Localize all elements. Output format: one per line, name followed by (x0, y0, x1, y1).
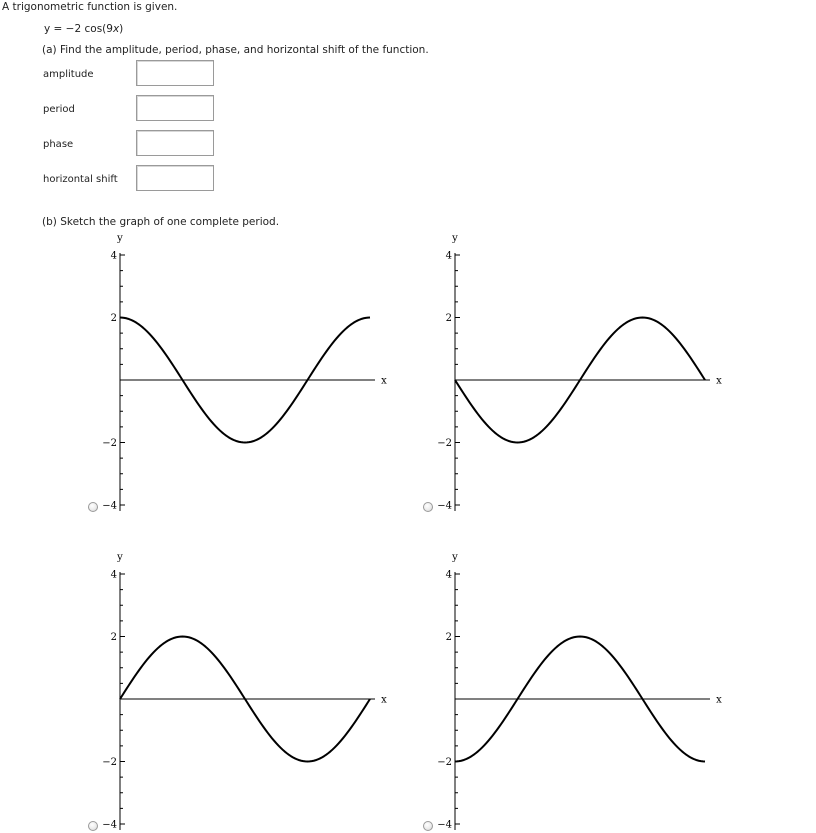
graph-4-y-tick-label: −4 (437, 819, 452, 831)
amplitude-label: amplitude (43, 69, 94, 80)
equation-prefix: y = −2 cos(9 (44, 23, 113, 35)
graph-4-x-label: x (716, 694, 722, 706)
amplitude-input[interactable] (136, 60, 214, 86)
graph-3-y-tick-label: 2 (110, 632, 117, 643)
graph-2-y-tick-label: −4 (437, 500, 452, 512)
graph-1-y-label: y (117, 233, 123, 244)
graph-2-curve (455, 318, 705, 443)
graph-1-y-tick-label: −2 (102, 438, 117, 449)
graph-option-1-radio[interactable] (88, 502, 98, 512)
graph-3-y-label: y (117, 552, 123, 563)
graph-3-curve (120, 637, 370, 762)
graph-1-curve (120, 318, 370, 443)
graph-4-curve (455, 637, 705, 762)
graph-4-y-label: y (452, 552, 458, 563)
equation-suffix: ) (119, 23, 124, 35)
period-input[interactable] (136, 95, 214, 121)
graph-2-y-tick-label: 4 (445, 250, 452, 262)
graph-1-y-tick-label: 4 (110, 250, 117, 262)
graph-2-y-tick-label: −2 (437, 438, 452, 449)
part-a-prompt: (a) Find the amplitude, period, phase, and horizontal shift of the function. (42, 44, 429, 56)
graph-4-y-tick-label: −2 (437, 757, 452, 768)
horizontal-shift-input[interactable] (136, 165, 214, 191)
graph-option-2-radio[interactable] (423, 502, 433, 512)
graph-4-y-tick-label: 4 (445, 569, 452, 581)
graph-3-y-tick-label: −2 (102, 757, 117, 768)
horizontal-shift-label: horizontal shift (43, 174, 118, 185)
graph-2-y-tick-label: 2 (445, 313, 452, 324)
graph-option-3-radio[interactable] (88, 821, 98, 831)
graph-2-x-label: x (716, 375, 722, 387)
graph-1-x-label: x (381, 375, 387, 387)
question-intro: A trigonometric function is given. (2, 1, 178, 13)
graph-3-y-tick-label: −4 (102, 819, 117, 831)
graph-1-y-tick-label: −4 (102, 500, 117, 512)
equation-variable: x (112, 23, 120, 35)
period-label: period (43, 104, 75, 115)
graph-2-y-label: y (452, 233, 458, 244)
function-equation (44, 23, 123, 35)
graph-4-y-tick-label: 2 (445, 632, 452, 643)
phase-label: phase (43, 139, 74, 150)
graph-3-x-label: x (381, 694, 387, 706)
part-b-prompt: (b) Sketch the graph of one complete period. (42, 216, 280, 228)
graph-option-4-radio[interactable] (423, 821, 433, 831)
phase-input[interactable] (136, 130, 214, 156)
graph-1-y-tick-label: 2 (110, 313, 117, 324)
graph-3-y-tick-label: 4 (110, 569, 117, 581)
